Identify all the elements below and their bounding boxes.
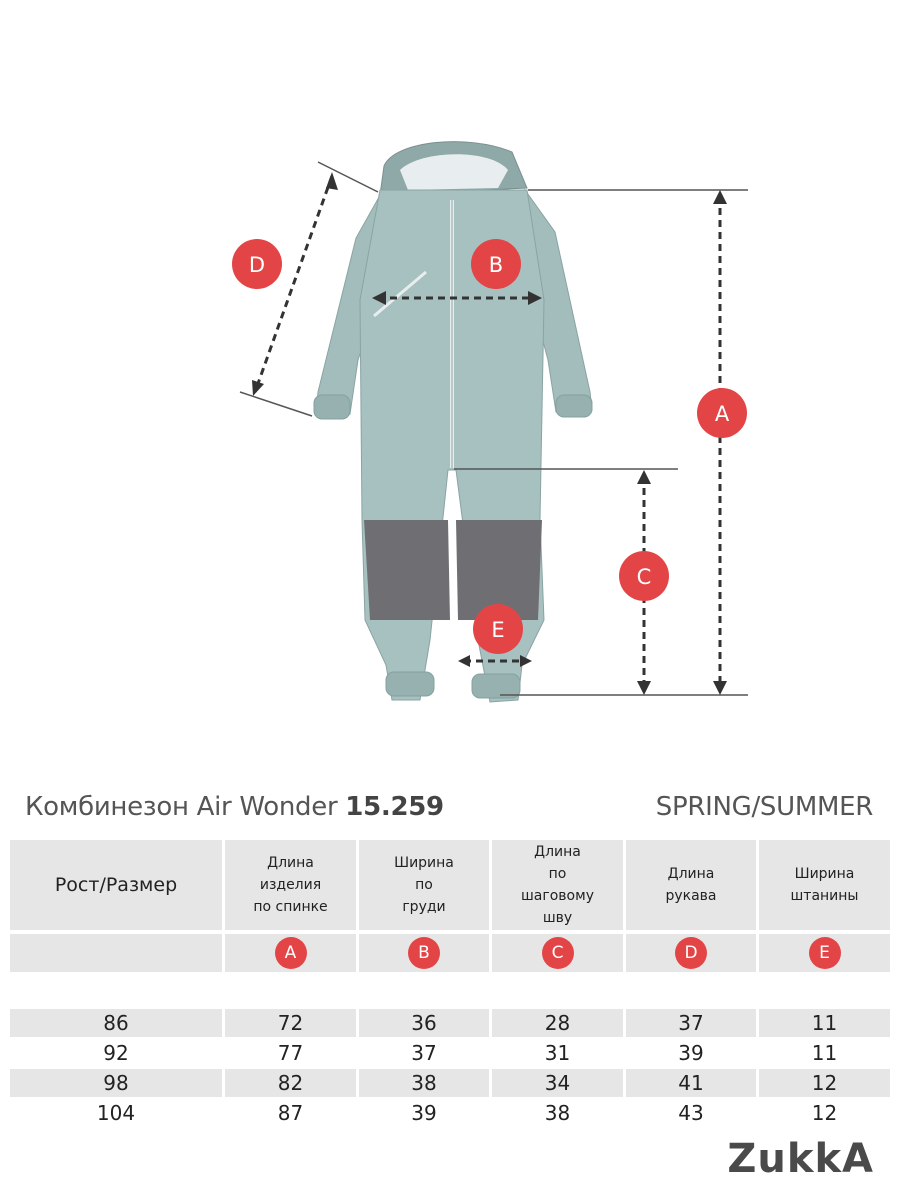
table-cell: 11 <box>811 1041 838 1065</box>
header-line: штанины <box>790 888 859 904</box>
header-line: шву <box>542 910 573 926</box>
season-label: SPRING/SUMMER <box>655 792 873 822</box>
marker-label: A <box>714 402 730 426</box>
table-cell: 41 <box>626 1069 756 1097</box>
header-line: по <box>548 866 567 882</box>
table-cell: 98 <box>10 1069 222 1097</box>
marker-label: E <box>491 618 505 642</box>
header-back-length <box>225 840 356 930</box>
header-line: Длина <box>534 844 581 860</box>
marker-a <box>697 388 747 438</box>
product-title <box>25 792 444 822</box>
marker-c <box>619 551 669 601</box>
table-cell: 12 <box>811 1101 838 1125</box>
header-marker-cell <box>225 934 356 972</box>
table-cell: 104 <box>96 1101 136 1125</box>
header-marker-cell <box>759 934 890 972</box>
table-cell: 87 <box>277 1101 304 1125</box>
table-cell: 31 <box>544 1041 571 1065</box>
measurement-marker-icon: B <box>408 937 440 969</box>
table-cell: 82 <box>225 1069 356 1097</box>
table-cell: 28 <box>492 1009 623 1037</box>
header-line: Длина <box>267 855 314 871</box>
marker-e <box>473 604 523 654</box>
header-line: Ширина <box>394 855 454 871</box>
measurement-marker-icon: D <box>675 937 707 969</box>
header-line: по <box>415 877 433 893</box>
header-line: шаговому <box>521 888 594 904</box>
marker-b <box>471 239 521 289</box>
measurement-marker-icon: A <box>275 937 307 969</box>
table-cell: 92 <box>103 1041 129 1065</box>
marker-label: C <box>636 565 652 589</box>
measurement-marker-icon: C <box>542 937 574 969</box>
product-article: 15.259 <box>345 792 444 822</box>
table-cell: 72 <box>225 1009 356 1037</box>
jumpsuit-illustration <box>314 142 592 702</box>
header-line: изделия <box>259 877 322 893</box>
table-cell: 38 <box>544 1101 571 1125</box>
header-line: по спинке <box>253 899 328 915</box>
table-cell: 37 <box>626 1009 756 1037</box>
table-cell: 11 <box>759 1009 890 1037</box>
header-line: груди <box>402 899 446 915</box>
header-chest-width <box>359 840 489 930</box>
header-line: рукава <box>665 888 717 904</box>
measurement-marker-icon: E <box>809 937 841 969</box>
product-name: Комбинезон Air Wonder <box>25 792 338 822</box>
table-cell: 39 <box>411 1101 437 1125</box>
header-marker-cell <box>10 934 222 972</box>
table-cell: 34 <box>492 1069 623 1097</box>
header-marker-cell <box>492 934 623 972</box>
brand-logo: ZukkA <box>727 1136 874 1182</box>
table-cell: 43 <box>678 1101 704 1125</box>
header-inseam-length <box>492 840 623 930</box>
table-cell: 12 <box>759 1069 890 1097</box>
table-cell: 86 <box>10 1009 222 1037</box>
header-label: Рост/Размер <box>54 874 178 896</box>
header-line: Длина <box>667 866 715 882</box>
header-marker-cell <box>359 934 489 972</box>
table-cell: 37 <box>411 1041 437 1065</box>
table-cell: 38 <box>359 1069 489 1097</box>
table-cell: 77 <box>277 1041 304 1065</box>
table-cell: 39 <box>678 1041 704 1065</box>
marker-d <box>232 239 282 289</box>
header-leg-width <box>759 840 890 930</box>
header-size <box>10 840 222 930</box>
table-cell: 36 <box>359 1009 489 1037</box>
marker-label: B <box>488 253 504 277</box>
header-line: Ширина <box>794 866 855 882</box>
marker-label: D <box>248 253 266 277</box>
header-marker-cell <box>626 934 756 972</box>
header-sleeve-length <box>626 840 756 930</box>
